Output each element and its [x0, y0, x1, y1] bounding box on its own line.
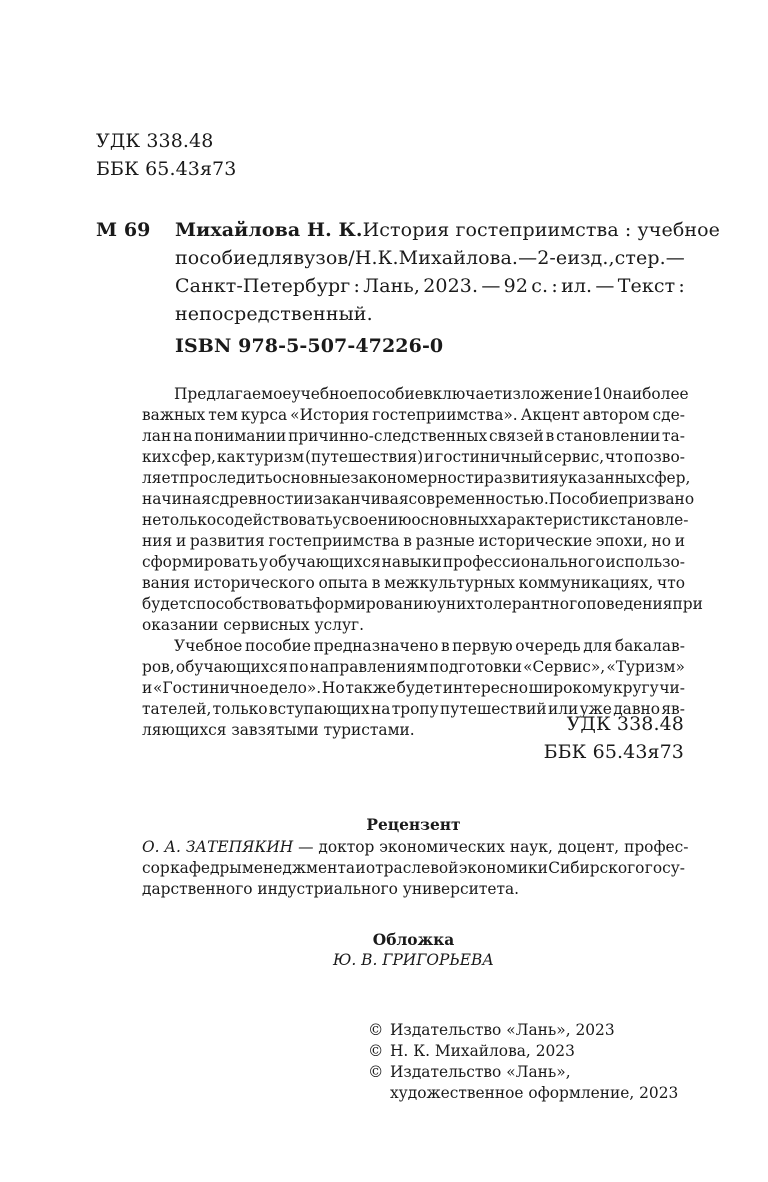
reviewer-line: сор кафедры менеджмента и отраслевой экономики Сибирского госу-: [142, 859, 685, 877]
author-mark: М 69: [96, 219, 151, 241]
reviewer-name: О. А. ЗАТЕПЯКИН: [142, 838, 294, 856]
copyright-line: © Н. К. Михайлова, 2023: [368, 1042, 575, 1060]
reviewer-block: [142, 837, 689, 900]
copyright-icon: ©: [368, 1021, 384, 1039]
reviewer-heading: Рецензент: [366, 816, 461, 834]
annotation-line: оказании сервисных услуг.: [142, 616, 364, 634]
biblio-author: Михайлова Н. К.: [175, 219, 363, 241]
annotation: [142, 384, 703, 741]
copyright-continuation: художественное оформление, 2023: [390, 1084, 679, 1102]
udk-code: УДК 338.48: [566, 713, 684, 735]
biblio-line-3: Санкт-Петербург : Лань, 2023. — 92 с. : ил. — Текст :: [175, 275, 685, 297]
udk-code: УДК 338.48: [96, 130, 214, 152]
copyright-icon: ©: [368, 1063, 384, 1081]
annotation-line: ляет проследить основные закономерности развития указанных сфер,: [142, 469, 691, 487]
classification-bottom: [544, 710, 684, 766]
copyright-line: © Издательство «Лань», 2023: [368, 1021, 615, 1039]
cover-heading: Обложка: [372, 931, 455, 949]
annotation-line: сформировать у обучающихся навыки профессионального использо-: [142, 553, 685, 571]
biblio-title: История гостеприимства : учебное: [362, 219, 721, 241]
copyright-block: [368, 1020, 688, 1104]
copyright-line: © Издательство «Лань»,: [368, 1063, 571, 1081]
cover-artist: Ю. В. ГРИГОРЬЕВА: [333, 951, 494, 969]
biblio-line-4: непосредственный.: [175, 303, 373, 325]
annotation-line: ляющихся завзятыми туристами.: [142, 721, 415, 739]
bibliographic-record: [175, 216, 721, 328]
reviewer-line: О. А. ЗАТЕПЯКИН — доктор экономических наук, доцент, профес-: [142, 838, 689, 856]
annotation-line: важных тем курса «История гостеприимства». Акцент автором сде-: [142, 406, 685, 424]
bbk-code: ББК 65.43я73: [96, 158, 237, 180]
annotation-line: ких сфер, как туризм (путешествия) и гостиничный сервис, что позво-: [142, 448, 685, 466]
annotation-line: Учебное пособие предназначено в первую очередь для бакалав-: [174, 637, 685, 655]
annotation-line: лан на понимании причинно-следственных связей в становлении та-: [142, 427, 685, 445]
biblio-line-2: пособие для вузов / Н. К. Михайлова. — 2-е изд., стер. —: [175, 247, 685, 269]
classification-top: [96, 127, 236, 183]
reviewer-line: дарственного индустриального университета.: [142, 880, 520, 898]
annotation-line: ния и развития гостеприимства в разные исторические эпохи, но и: [142, 532, 685, 550]
annotation-line: тателей, только вступающих на тропу путешествий или уже давно яв-: [142, 700, 685, 718]
annotation-line: будет способствовать формированию у них толерантного поведения при: [142, 595, 703, 613]
annotation-line: не только содействовать усвоению основных характеристик становле-: [142, 511, 689, 529]
isbn: ISBN 978-5-507-47226-0: [175, 335, 444, 357]
bbk-code: ББК 65.43я73: [543, 741, 684, 763]
annotation-line: вания исторического опыта в межкультурных коммуникациях, что: [142, 574, 685, 592]
biblio-line-1: [175, 216, 721, 244]
annotation-line: ров, обучающихся по направлениям подготовки «Сервис», «Туризм»: [142, 658, 685, 676]
annotation-line: Предлагаемое учебное пособие включает изложение 10 наиболее: [174, 385, 689, 403]
annotation-line: и «Гостиничное дело». Но также будет интересно широкому кругу чи-: [142, 679, 685, 697]
annotation-line: начиная с древности и заканчивая современностью. Пособие призвано: [142, 490, 695, 508]
copyright-icon: ©: [368, 1042, 384, 1060]
annotation-paragraph-1: [142, 384, 703, 636]
